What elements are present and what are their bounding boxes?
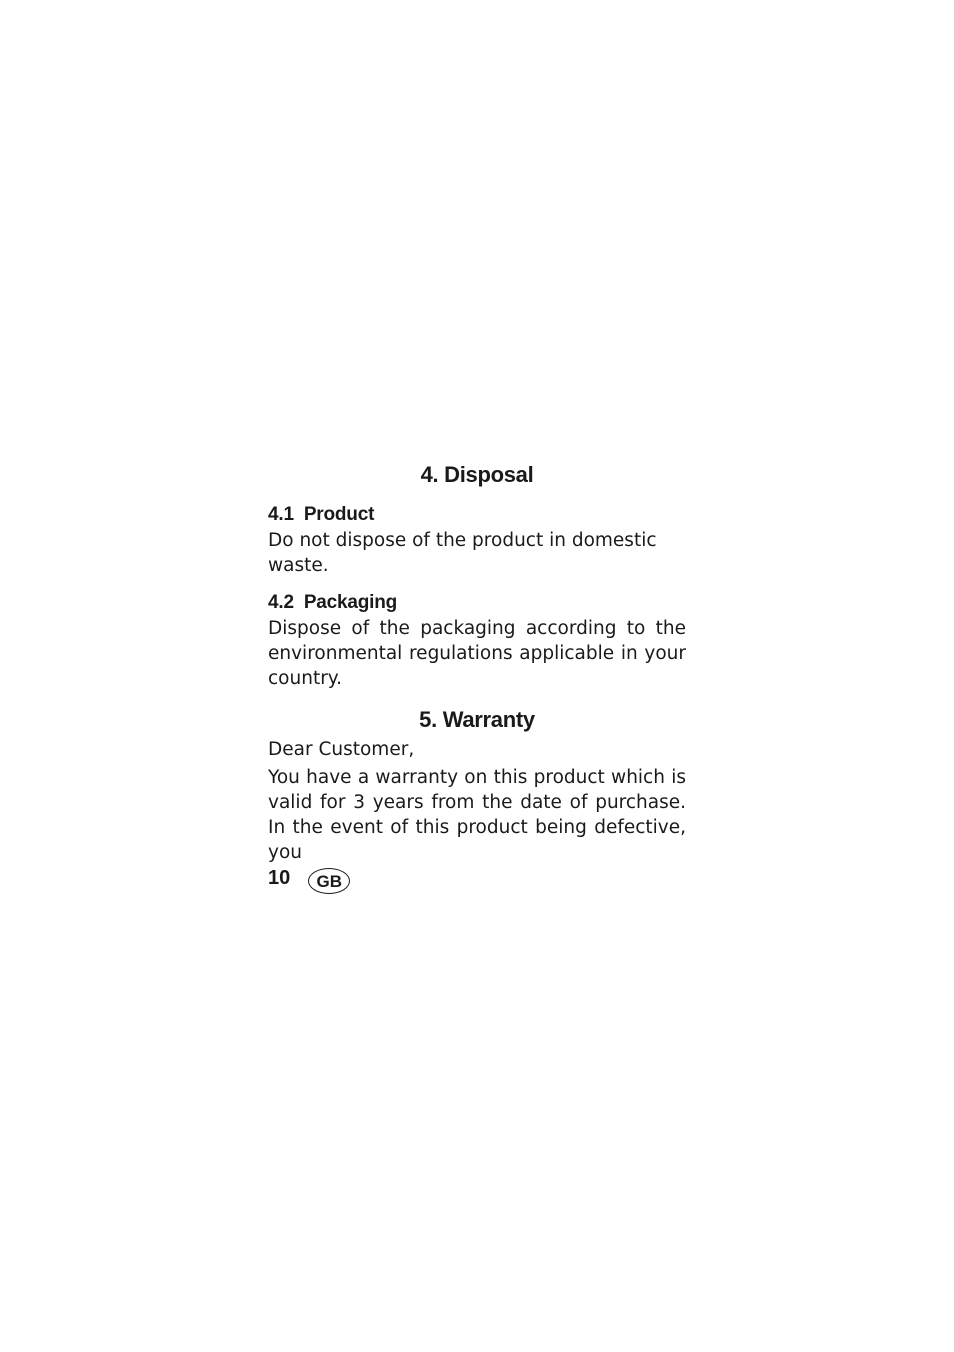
warranty-salutation: Dear Customer,	[268, 739, 415, 760]
product-subheading	[268, 502, 686, 528]
country-code-badge: GB	[308, 868, 350, 894]
page-number: 10	[268, 867, 291, 889]
packaging-subheading	[268, 590, 686, 616]
warranty-text: You have a warranty on this product which is valid for 3 years from the date of purchase. In the event of this product being defective, you	[268, 767, 686, 863]
packaging-disposal-text: Dispose of the packaging according to the environmental regulations applicable in your country.	[268, 618, 686, 689]
warranty-heading: 5. Warranty	[419, 707, 535, 732]
page-content	[268, 460, 686, 865]
packaging-section-title: Packaging	[303, 592, 398, 613]
packaging-section-number: 4.2	[268, 592, 294, 613]
page-footer	[268, 862, 350, 894]
product-section-title: Product	[303, 504, 375, 525]
product-section-number: 4.1	[268, 504, 294, 525]
product-disposal-text: Do not dispose of the product in domestic waste.	[268, 530, 657, 576]
disposal-heading: 4. Disposal	[420, 462, 534, 487]
